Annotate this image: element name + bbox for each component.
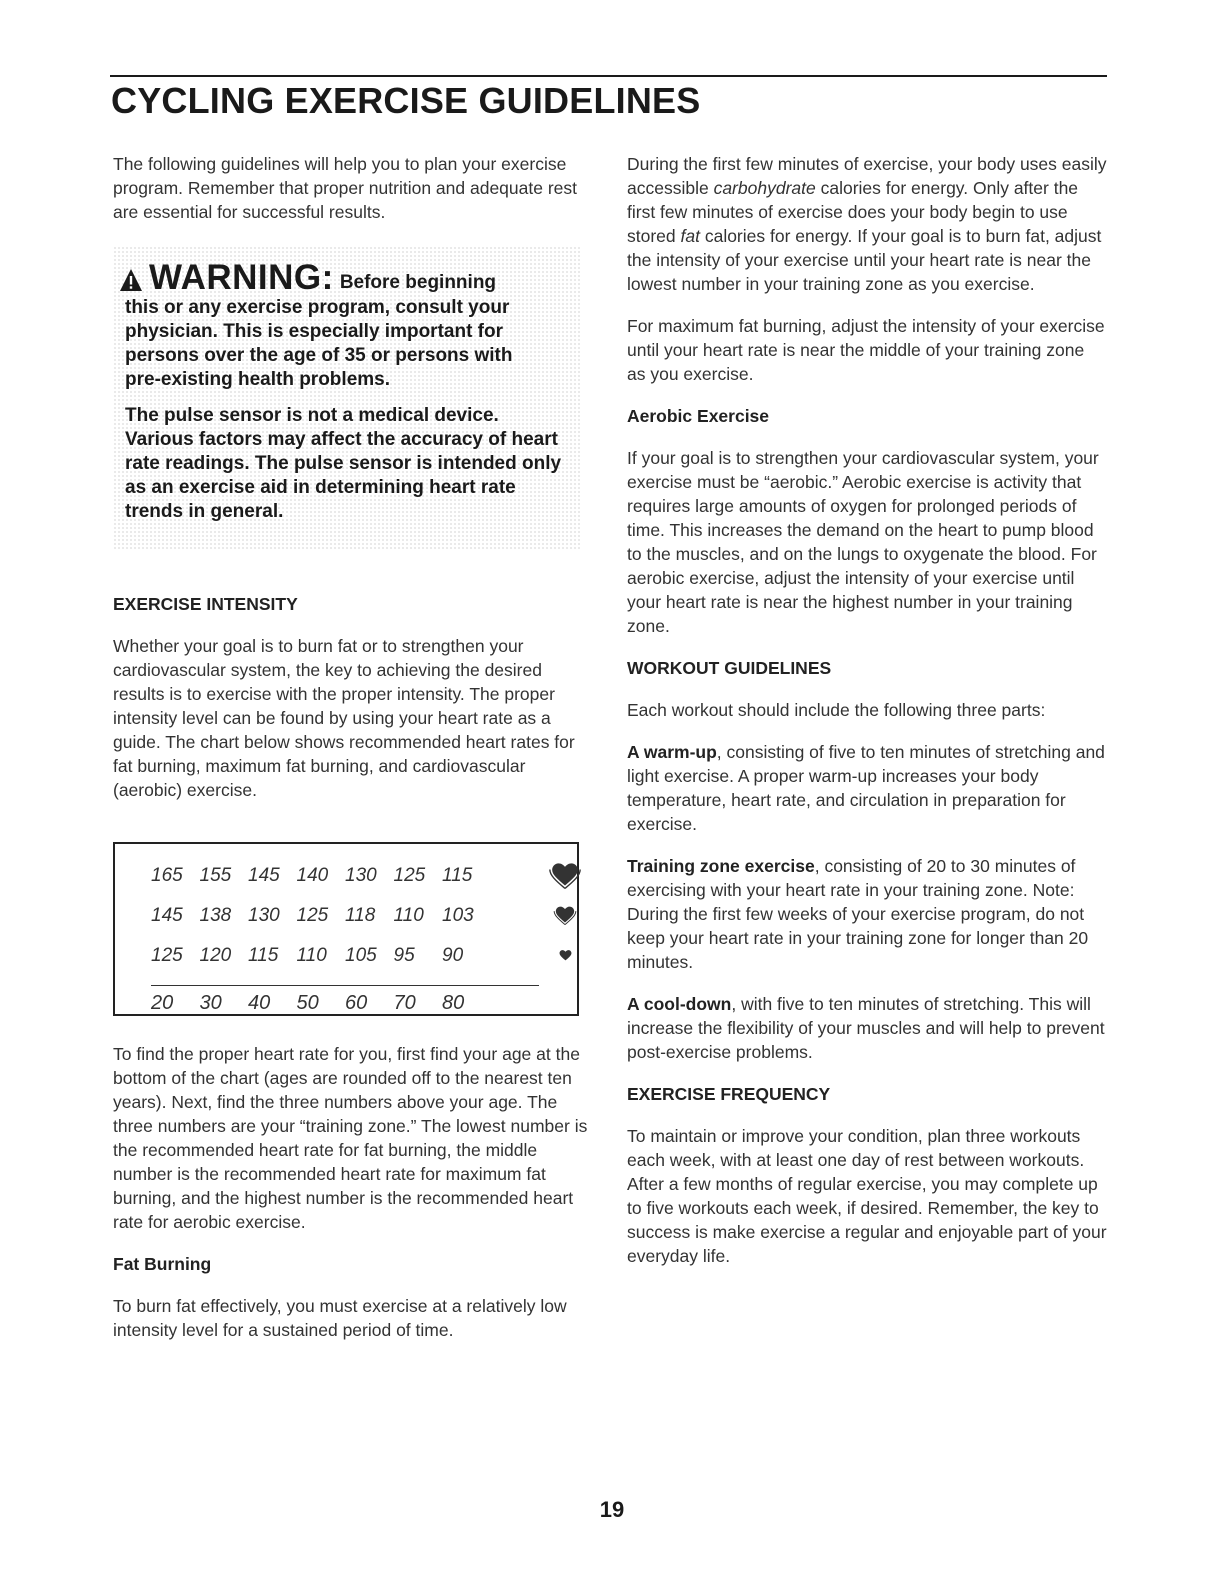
workout-guidelines-paragraph: Each workout should include the following three parts: [627, 700, 1046, 720]
heart-rate-value: 165 [151, 865, 183, 886]
chart-axis-line [151, 985, 539, 986]
find-heart-rate-paragraph: To find the proper heart rate for you, first find your age at the bottom of the chart (ages are rounded off to the nearest ten years). Next, find the three numbers above your age. The three numbers are your “training zone.” The lowest number is the recommended heart rate for fat burning, the middle number is the recommended heart rate for maximum fat burning, and the highest number is the recommended heart rate for aerobic exercise. [113, 1044, 588, 1232]
workout-guidelines-heading: WORKOUT GUIDELINES [627, 658, 832, 678]
warning-header [117, 246, 581, 298]
heart-rate-value: 110 [393, 905, 424, 926]
exercise-frequency-heading: EXERCISE FREQUENCY [627, 1084, 831, 1104]
age-label: 40 [248, 992, 271, 1014]
maximum-fat-burning-paragraph: For maximum fat burning, adjust the intensity of your exercise until your heart rate is near the middle of your training zone as you exercise. [627, 316, 1105, 384]
cool-down-text: , with five to ten minutes of stretching. This will increase the flexibility of your muscles and will help to prevent post-exercise problems. [627, 994, 1105, 1062]
page-title: CYCLING EXERCISE GUIDELINES [111, 80, 701, 121]
age-label: 70 [393, 992, 416, 1014]
heart-rate-value: 130 [248, 905, 280, 926]
warning-lead: Before beginning [339, 272, 497, 293]
page-number: 19 [599, 1497, 625, 1522]
heart-rate-value: 125 [393, 865, 426, 886]
exercise-intensity-heading: EXERCISE INTENSITY [113, 594, 298, 614]
carbohydrate-term: carbohydrate [713, 178, 816, 198]
training-zone-lead: Training zone exercise [627, 856, 815, 876]
heart-rate-value: 125 [296, 905, 329, 926]
heart-rate-value: 145 [151, 905, 183, 926]
heart-rate-value: 103 [442, 905, 474, 926]
heart-rate-value: 130 [345, 865, 377, 886]
age-label: 80 [442, 992, 465, 1014]
heart-rate-value: 110 [296, 945, 327, 966]
left-column [113, 152, 593, 1360]
heart-rate-value: 138 [199, 905, 232, 926]
warning-triangle-icon [119, 268, 143, 292]
intro-paragraph: The following guidelines will help you to plan your exercise program. Remember that proper nutrition and adequate rest are essential for successful results. [113, 154, 578, 222]
warning-text-consult: this or any exercise program, consult your physician. This is especially important for persons over the age of 35 or persons with pre-existing health problems. [125, 297, 513, 390]
right-column [627, 152, 1107, 1286]
warm-up-paragraph [627, 740, 1107, 836]
cool-down-lead: A cool-down [627, 994, 732, 1014]
heart-rate-row [151, 904, 571, 930]
heart-rate-value: 115 [442, 865, 473, 886]
heart-rate-value: 125 [151, 945, 183, 966]
energy-text-pre: During the first few minutes of exercise, your body uses easily accessible [627, 154, 1107, 198]
heart-icon [555, 905, 575, 925]
fat-burning-heading: Fat Burning [113, 1254, 212, 1274]
heart-rate-value: 90 [442, 945, 464, 966]
age-label: 60 [345, 992, 368, 1014]
heart-rate-value: 145 [248, 865, 280, 886]
warm-up-lead: A warm-up [627, 742, 717, 762]
heart-rate-row [151, 944, 571, 970]
fat-burning-paragraph: To burn fat effectively, you must exercise at a relatively low intensity level for a sustained period of time. [113, 1296, 567, 1340]
aerobic-exercise-paragraph: If your goal is to strengthen your cardiovascular system, your exercise must be “aerobic.” Aerobic exercise is activity that requires large amounts of oxygen for prolonged periods of time. This increases the demand on the heart to pump blood to the muscles, and on the lungs to oxygenate the blood. For aerobic exercise, adjust the intensity of your exercise until your heart rate is near the highest number in your training zone. [627, 448, 1099, 636]
heart-icon [551, 861, 579, 889]
title-rule [110, 75, 1107, 77]
warning-box [113, 246, 581, 550]
heart-rate-value: 115 [248, 945, 279, 966]
heart-rate-value: 140 [296, 865, 329, 886]
heart-icon [559, 949, 572, 962]
cool-down-paragraph [627, 992, 1107, 1064]
heart-rate-value: 118 [345, 905, 376, 926]
training-zone-text: , consisting of 20 to 30 minutes of exercising with your heart rate in your training zone. Note: During the first few weeks of your exercise program, do not keep your heart rate in your training zone for longer than 20 minutes. [627, 856, 1089, 972]
age-label: 20 [151, 992, 174, 1014]
heart-rate-row [151, 864, 571, 890]
fat-term: fat [680, 226, 700, 246]
exercise-frequency-paragraph: To maintain or improve your condition, plan three workouts each week, with at least one day of rest between workouts. After a few months of regular exercise, you may complete up to five workouts each week, if desired. Remember, the key to success is make exercise a regular and enjoyable part of your everyday life. [627, 1126, 1107, 1266]
warm-up-text: , consisting of five to ten minutes of stretching and light exercise. A proper warm-up increases your body temperature, heart rate, and circulation in preparation for exercise. [627, 742, 1105, 834]
age-label: 50 [296, 992, 319, 1014]
heart-rate-chart [113, 842, 579, 1016]
heart-rate-value: 95 [393, 945, 415, 966]
exercise-intensity-paragraph: Whether your goal is to burn fat or to strengthen your cardiovascular system, the key to achieving the desired results is to exercise with the proper intensity. The proper intensity level can be found by using your heart rate as a guide. The chart below shows recommended heart rates for fat burning, maximum fat burning, and cardiovascular (aerobic) exercise. [113, 636, 575, 800]
energy-text-mid: calories for energy. Only after the first few minutes of exercise does your body begin to use stored [627, 178, 1079, 246]
heart-rate-value: 105 [345, 945, 377, 966]
aerobic-exercise-heading: Aerobic Exercise [627, 406, 770, 426]
warning-text-pulse-sensor: The pulse sensor is not a medical device. Various factors may affect the accuracy of heart rate readings. The pulse sensor is intended only as an exercise aid in determining heart rate trends in general. [125, 405, 562, 522]
age-label: 30 [199, 992, 222, 1014]
heart-rate-value: 120 [199, 945, 232, 966]
energy-text-post: calories for energy. If your goal is to burn fat, adjust the intensity of your exercise until your heart rate is near the lowest number in your training zone as you exercise. [627, 226, 1102, 294]
heart-rate-value: 155 [199, 865, 232, 886]
age-row [151, 991, 571, 1017]
warning-word: WARNING: [149, 258, 334, 297]
energy-paragraph [627, 152, 1107, 296]
training-zone-paragraph [627, 854, 1107, 974]
